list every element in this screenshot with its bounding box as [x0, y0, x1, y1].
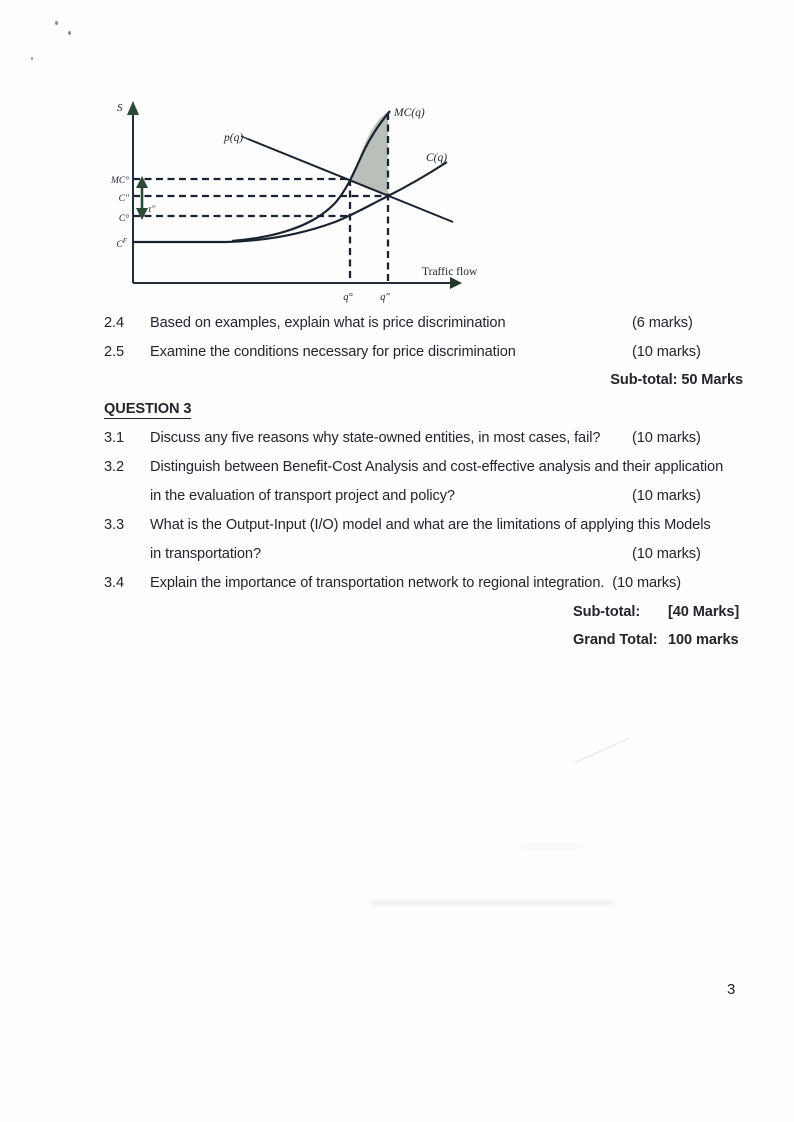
congestion-pricing-diagram — [95, 92, 490, 307]
question-text: What is the Output-Input (I/O) model and what are the limitations of applying this Models — [150, 517, 711, 533]
question-text: Based on examples, explain what is price discrimination — [150, 315, 506, 331]
question-text: Distinguish between Benefit-Cost Analysis and cost-effective analysis and their application — [150, 459, 724, 475]
ytick-c2: C" — [118, 194, 129, 204]
ytick-cf: $C^F$ — [116, 237, 127, 250]
marks-label: (10 marks) — [632, 430, 701, 446]
question-text: in the evaluation of transport project and policy? — [150, 488, 455, 504]
mc-curve-label: MC(q) — [394, 107, 425, 119]
y-axis-arrowhead — [127, 101, 139, 115]
section-heading: QUESTION 3 — [104, 401, 192, 417]
demand-curve — [248, 139, 453, 222]
question-row-2-4 — [0, 315, 794, 335]
question-text: in transportation? — [150, 546, 261, 562]
ytick-mc0: MC° — [110, 176, 129, 186]
grand-total-value: 100 marks — [668, 632, 739, 648]
scan-speck — [68, 31, 71, 35]
x-axis-arrowhead — [450, 277, 462, 289]
marks-label: (10 marks) — [612, 575, 681, 591]
question-number: 3.1 — [104, 430, 124, 446]
subtotal-q2-row — [0, 372, 794, 392]
x-axis-label: Traffic flow — [422, 266, 478, 278]
scan-smudge — [520, 845, 580, 848]
question-number: 2.5 — [104, 344, 124, 360]
grand-total-row — [0, 632, 794, 652]
tau-label: τ'' — [148, 205, 156, 215]
c-curve-label: C(q) — [426, 152, 448, 164]
marks-label: (10 marks) — [632, 488, 701, 504]
question-number: 3.2 — [104, 459, 124, 475]
toll-arrow — [136, 176, 148, 220]
question-row-3-3-cont — [0, 546, 794, 566]
question-text: Examine the conditions necessary for price discrimination — [150, 344, 516, 360]
dashed-guides — [133, 113, 388, 283]
page-number: 3 — [727, 981, 736, 998]
subtotal-q3-value: [40 Marks] — [668, 604, 740, 620]
question3-heading-row — [0, 401, 794, 421]
xtick-q0: q° — [343, 292, 353, 303]
question-text: Explain the importance of transportation network to regional integration. (10 marks) — [150, 575, 681, 591]
scan-speck — [55, 21, 58, 25]
marks-label: (10 marks) — [632, 546, 701, 562]
grand-total-label: Grand Total: — [573, 632, 658, 648]
question-text: Discuss any five reasons why state-owned entities, in most cases, fail? — [150, 430, 601, 446]
y-axis-label: S — [117, 102, 123, 114]
scan-smudge — [370, 901, 615, 905]
marks-label: (10 marks) — [632, 344, 701, 360]
ytick-c0: C° — [118, 214, 129, 224]
question-row-2-5 — [0, 344, 794, 364]
subtotal-q2: Sub-total: 50 Marks — [610, 372, 743, 388]
question-row-3-2 — [0, 459, 794, 479]
question-number: 3.4 — [104, 575, 124, 591]
marks-label: (6 marks) — [632, 315, 693, 331]
question-number: 2.4 — [104, 315, 124, 331]
subtotal-q3-label: Sub-total: — [573, 604, 641, 620]
question-row-3-1 — [0, 430, 794, 450]
p-curve-label: p(q) — [224, 132, 244, 144]
scan-scratch — [575, 738, 630, 763]
question-row-3-3 — [0, 517, 794, 537]
scan-speck — [31, 57, 33, 60]
xtick-q1: q" — [380, 292, 390, 303]
subtotal-q3-row — [0, 604, 794, 624]
question-number: 3.3 — [104, 517, 124, 533]
question-row-3-2-cont — [0, 488, 794, 508]
question-row-3-4 — [0, 575, 794, 595]
